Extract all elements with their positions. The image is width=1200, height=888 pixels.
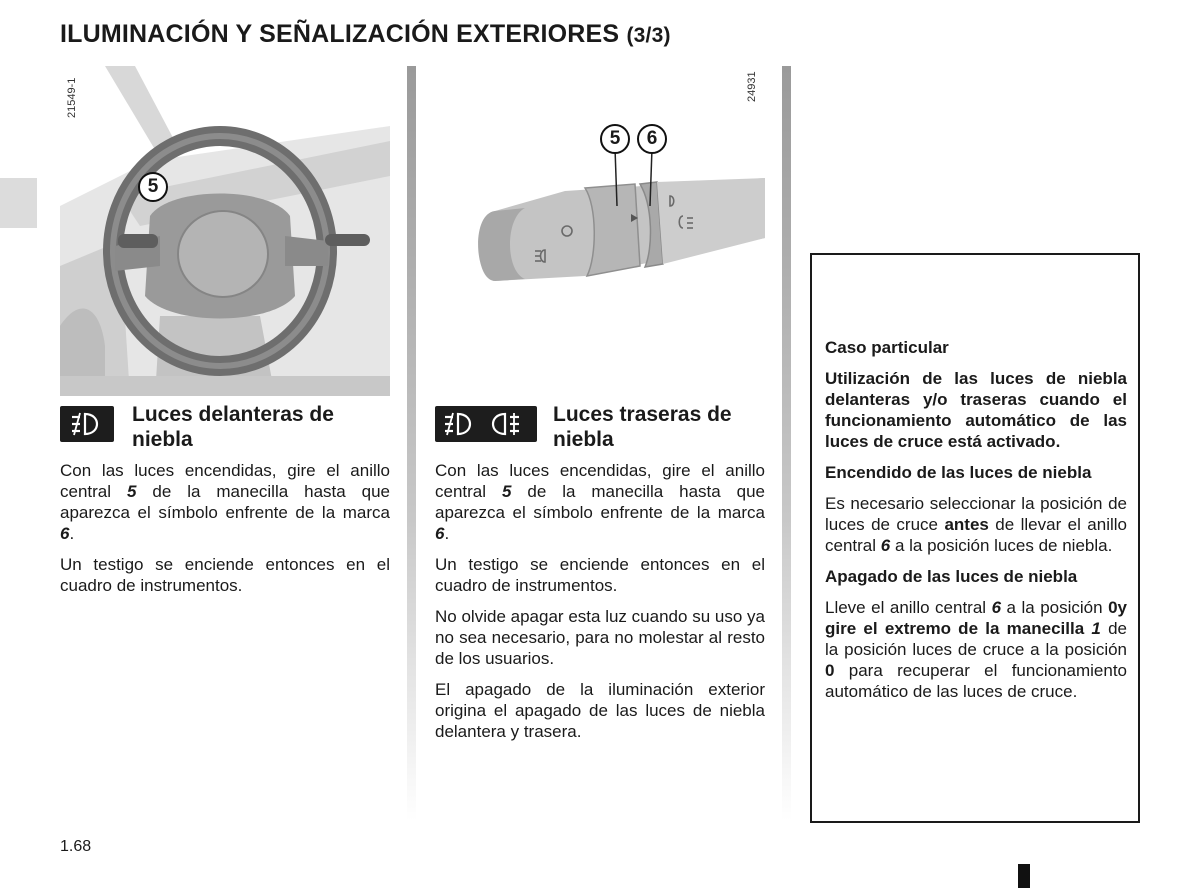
box-paragraph-switch-off bbox=[825, 597, 1127, 702]
middle-paragraph-2: Un testigo se enciende entonces en el cuadro de instrumentos. bbox=[435, 555, 765, 595]
ring-number: 6 bbox=[880, 536, 891, 555]
box-heading-case: Caso particular bbox=[825, 338, 949, 357]
text-run: Con las luces encendidas, gire el anillo central bbox=[435, 461, 765, 501]
text-run: Lleve el anillo central bbox=[825, 598, 992, 617]
mark-number: 6 bbox=[435, 524, 445, 543]
text-run: para recuperar el funcionamiento automático de las luces de cruce. bbox=[825, 661, 1127, 701]
page-number: 1.68 bbox=[60, 838, 92, 855]
box-paragraph-switch-on bbox=[825, 493, 1127, 556]
left-paragraph-2: Un testigo se enciende entonces en el cuadro de instrumentos. bbox=[60, 555, 390, 595]
page-title bbox=[60, 20, 671, 49]
middle-callout-6: 6 bbox=[637, 124, 667, 154]
text-run: . bbox=[444, 524, 450, 543]
middle-paragraph-3: No olvide apagar esta luz cuando su uso ya no sea necesario, para no molestar al resto de los usuarios. bbox=[435, 607, 765, 668]
middle-callout-5: 5 bbox=[600, 124, 630, 154]
text-run: de la manecilla hasta que aparezca el símbolo enfrente de la marca bbox=[60, 482, 390, 522]
text-run: de la manecilla hasta que aparezca el símbolo enfrente de la marca bbox=[435, 482, 765, 522]
lighting-stalk-figure bbox=[435, 66, 765, 316]
title-suffix: (3/3) bbox=[626, 24, 671, 47]
left-section-body bbox=[60, 460, 390, 606]
steering-wheel-illustration bbox=[60, 66, 390, 396]
text-run: a la posición bbox=[1001, 598, 1109, 617]
emphasis-text: antes bbox=[944, 515, 989, 534]
special-case-box bbox=[810, 253, 1140, 823]
box-heading-usage: Utilización de las luces de niebla delanteras y/o traseras cuando el funcionamiento automático de las luces de cruce está activado. bbox=[825, 369, 1127, 451]
middle-paragraph-4: El apagado de la iluminación exterior origina el apagado de las luces de niebla delantera y trasera. bbox=[435, 680, 765, 741]
title-text: ILUMINACIÓN Y SEÑALIZACIÓN EXTERIORES bbox=[60, 20, 620, 48]
front-and-rear-fog-light-icon bbox=[435, 406, 537, 442]
front-fog-light-icon bbox=[60, 406, 114, 442]
emphasis-text: 0y gire el extremo de la manecilla bbox=[825, 598, 1128, 638]
text-run: Con las luces encendidas, gire el anillo central bbox=[60, 461, 390, 501]
lighting-stalk-illustration bbox=[435, 66, 765, 316]
middle-paragraph-1 bbox=[435, 460, 765, 544]
column-divider-left bbox=[407, 66, 416, 821]
text-run: de la posición luces de cruce a la posición bbox=[825, 619, 1127, 659]
left-paragraph-1 bbox=[60, 460, 390, 544]
side-tab bbox=[0, 178, 37, 228]
rear-fog-heading: Luces traseras de niebla bbox=[553, 403, 732, 451]
mark-number: 6 bbox=[60, 524, 70, 543]
special-case-content bbox=[825, 337, 1127, 712]
left-callout-5: 5 bbox=[138, 172, 168, 202]
steering-wheel-figure bbox=[60, 66, 390, 396]
box-heading-switch-on: Encendido de las luces de niebla bbox=[825, 463, 1092, 482]
ring-number: 5 bbox=[126, 482, 137, 501]
text-run: . bbox=[69, 524, 75, 543]
ring-number: 5 bbox=[501, 482, 512, 501]
box-heading-switch-off: Apagado de las luces de niebla bbox=[825, 567, 1078, 586]
middle-figure-code: 24931 bbox=[746, 71, 758, 102]
page-edge-mark bbox=[1018, 864, 1030, 888]
text-run: Es necesario seleccionar la posición de luces de cruce bbox=[825, 494, 1127, 534]
stalk-number: 1 bbox=[1091, 619, 1101, 638]
text-run: de llevar el anillo central bbox=[825, 515, 1127, 555]
front-fog-heading: Luces delanteras de niebla bbox=[132, 403, 334, 451]
position-number: 0 bbox=[825, 661, 835, 680]
left-figure-code: 21549-1 bbox=[66, 77, 78, 118]
column-divider-right bbox=[782, 66, 791, 821]
ring-number: 6 bbox=[991, 598, 1002, 617]
text-run: a la posición luces de niebla. bbox=[890, 536, 1113, 555]
middle-section-body bbox=[435, 460, 765, 752]
